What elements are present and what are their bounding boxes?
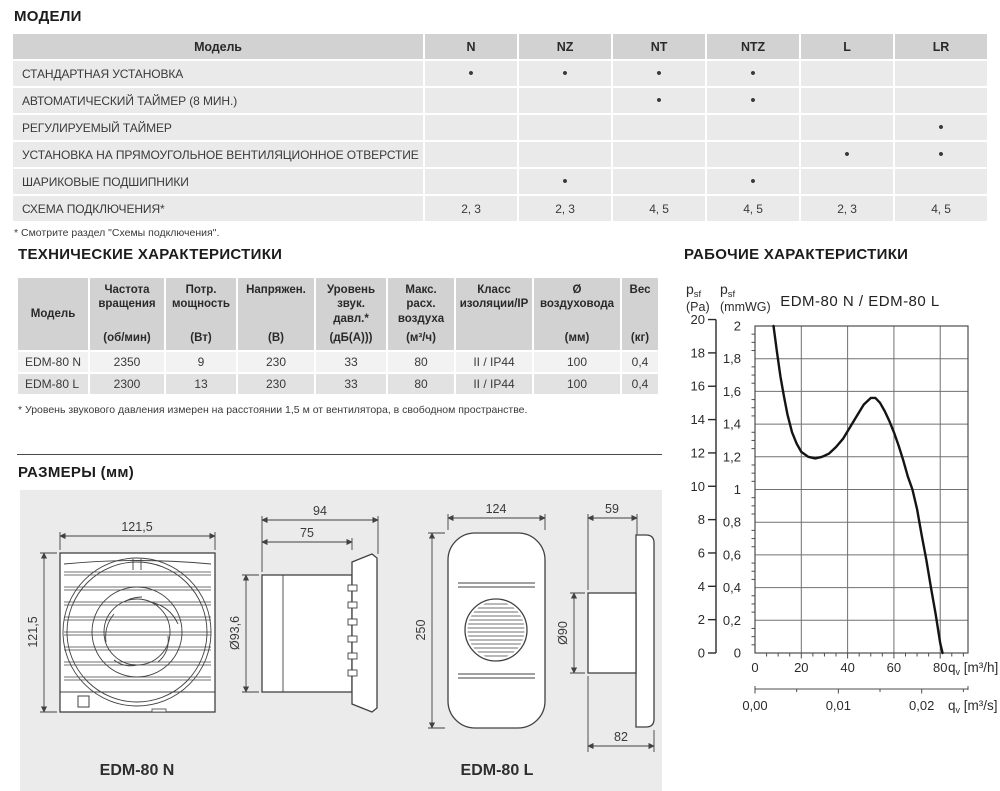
tech-cell: 80 [388, 374, 454, 394]
models-cell [613, 142, 705, 167]
tech-cell: II / IP44 [456, 374, 532, 394]
models-cell [425, 169, 517, 194]
pa-axis-tick-label: 6 [697, 545, 705, 561]
tech-column-header [238, 278, 314, 350]
pa-axis-title-unit: (Pa) [686, 300, 710, 314]
secondary-axis-unit-label: $q_v$ [m³/s] [948, 698, 998, 715]
dimension-drawings [20, 490, 662, 791]
models-cell: 4, 5 [707, 196, 799, 221]
pa-axis-tick-label: 0 [697, 645, 705, 661]
models-cell: 2, 3 [801, 196, 893, 221]
tech-column-header [90, 278, 164, 350]
models-cell: • [425, 61, 517, 86]
models-column-header: L [801, 34, 893, 59]
x-axis-tick-label: 0 [751, 660, 759, 675]
models-cell: • [895, 142, 987, 167]
models-cell [425, 88, 517, 113]
tech-column-header [18, 278, 88, 350]
models-table [13, 34, 987, 221]
models-row-label: АВТОМАТИЧЕСКИЙ ТАЙМЕР (8 МИН.) [13, 88, 423, 113]
pa-axis-tick-label: 14 [690, 412, 705, 428]
tech-column-name: Напряжен. [246, 284, 306, 296]
tech-column-unit: (дБ(А))) [329, 331, 373, 344]
tech-cell: 230 [238, 352, 314, 372]
tech-cell: EDM-80 L [18, 374, 88, 394]
models-cell: 4, 5 [895, 196, 987, 221]
mmwg-axis-title-unit: (mmWG) [720, 300, 771, 314]
x-axis-unit-label: $q_v$ [m³/h] [948, 660, 999, 677]
tech-column-header [388, 278, 454, 350]
models-cell: 2, 3 [519, 196, 611, 221]
models-cell: • [613, 88, 705, 113]
chart-title: EDM-80 N / EDM-80 L [780, 293, 940, 310]
tech-section-title: ТЕХНИЧЕСКИЕ ХАРАКТЕРИСТИКИ [18, 246, 283, 263]
performance-chart [682, 274, 1000, 746]
models-column-header: NTZ [707, 34, 799, 59]
tech-cell: 13 [166, 374, 236, 394]
tech-cell: 33 [316, 352, 386, 372]
tech-column-header [316, 278, 386, 350]
models-cell: • [895, 115, 987, 140]
secondary-axis-tick-label: 0,00 [742, 698, 768, 713]
dim-n-height: 121,5 [26, 616, 40, 648]
models-cell [801, 169, 893, 194]
x-axis-tick-label: 80 [932, 660, 948, 675]
dim-n-depth-body: 75 [300, 526, 314, 540]
models-cell: • [801, 142, 893, 167]
models-row-label: СХЕМА ПОДКЛЮЧЕНИЯ* [13, 196, 423, 221]
tech-column-name: Класс изоляции/IP [459, 284, 529, 311]
mmwg-axis-title: $p_{sf}$ [720, 281, 736, 300]
models-cell [707, 142, 799, 167]
tech-cell: 0,4 [622, 352, 658, 372]
secondary-axis-tick-label: 0,01 [825, 698, 852, 713]
edm80l-caption: EDM-80 L [460, 762, 534, 779]
pa-axis-tick-label: 8 [697, 512, 705, 528]
models-row-label: ШАРИКОВЫЕ ПОДШИПНИКИ [13, 169, 423, 194]
models-cell [895, 169, 987, 194]
tech-column-header [166, 278, 236, 350]
models-row-label: СТАНДАРТНАЯ УСТАНОВКА [13, 61, 423, 86]
dim-l-duct-diameter: Ø90 [556, 621, 570, 645]
x-axis-tick-label: 20 [794, 660, 809, 675]
models-cell [425, 115, 517, 140]
edm80l-front-view-drawing [448, 533, 545, 728]
tech-cell: EDM-80 N [18, 352, 88, 372]
edm80n-side-view-drawing [262, 554, 377, 712]
pa-axis-tick-label: 10 [690, 478, 705, 494]
mmwg-tick-label: 1,6 [722, 383, 741, 399]
tech-column-name: Модель [30, 307, 76, 320]
pa-axis-tick-label: 20 [690, 312, 705, 328]
models-cell: 4, 5 [613, 196, 705, 221]
models-cell [519, 142, 611, 167]
tech-cell: 33 [316, 374, 386, 394]
tech-cell: 80 [388, 352, 454, 372]
tech-cell: 100 [534, 352, 620, 372]
models-column-header: N [425, 34, 517, 59]
tech-cell: 2300 [90, 374, 164, 394]
tech-cell: 2350 [90, 352, 164, 372]
models-column-header: NZ [519, 34, 611, 59]
models-footnote: * Смотрите раздел "Схемы подключения". [14, 227, 220, 239]
tech-column-header [456, 278, 532, 350]
models-cell [801, 115, 893, 140]
mmwg-tick-label: 1 [733, 482, 741, 497]
tech-column-header [534, 278, 620, 350]
models-cell [895, 88, 987, 113]
models-cell [707, 115, 799, 140]
mmwg-tick-label: 2 [733, 318, 741, 334]
tech-column-name: Ø воздуховода [539, 284, 615, 311]
x-axis-tick-label: 40 [840, 660, 855, 675]
models-cell [425, 142, 517, 167]
tech-column-header [622, 278, 658, 350]
mmwg-tick-label: 0,4 [722, 580, 741, 596]
models-cell: • [519, 169, 611, 194]
tech-column-name: Потр. мощность [172, 284, 230, 311]
mmwg-tick-label: 1,8 [722, 351, 741, 367]
tech-column-name: Частота вращения [98, 284, 156, 311]
models-column-header: LR [895, 34, 987, 59]
mmwg-tick-label: 0,8 [722, 514, 741, 530]
mmwg-tick-label: 0,6 [722, 547, 741, 563]
performance-section-title: РАБОЧИЕ ХАРАКТЕРИСТИКИ [684, 246, 909, 263]
tech-column-name: Вес [629, 284, 651, 296]
tech-cell: 0,4 [622, 374, 658, 394]
dim-l-height: 250 [414, 619, 428, 641]
models-cell [801, 88, 893, 113]
tech-column-unit: (об/мин) [103, 331, 151, 344]
models-cell: • [707, 169, 799, 194]
models-column-header: Модель [13, 34, 423, 59]
mmwg-tick-label: 1,4 [722, 416, 741, 432]
models-cell [801, 61, 893, 86]
dim-l-width: 124 [485, 502, 507, 516]
tech-column-unit: (В) [268, 331, 284, 344]
tech-column-unit: (м³/ч) [406, 331, 436, 344]
mmwg-tick-label: 0 [733, 645, 741, 661]
dimensions-section-title: РАЗМЕРЫ (мм) [18, 464, 135, 481]
pa-axis-tick-label: 2 [697, 612, 705, 628]
dim-n-depth-total: 94 [313, 504, 327, 518]
tech-characteristics-table [18, 278, 658, 394]
edm80n-front-view-drawing [60, 553, 215, 712]
tech-cell: II / IP44 [456, 352, 532, 372]
models-cell: • [707, 88, 799, 113]
models-row-label: УСТАНОВКА НА ПРЯМОУГОЛЬНОЕ ВЕНТИЛЯЦИОННОЕ ОТВЕРСТИЕ [13, 142, 423, 167]
models-cell: • [707, 61, 799, 86]
pa-axis-tick-label: 4 [697, 578, 705, 594]
tech-column-name: Макс. расх. воздуха [397, 284, 445, 325]
tech-footnote: * Уровень звукового давления измерен на расстоянии 1,5 м от вентилятора, в свободном пространстве. [18, 404, 528, 416]
models-cell [519, 115, 611, 140]
dimensions-panel [20, 490, 662, 791]
section-divider [17, 454, 662, 455]
pa-axis-tick-label: 12 [690, 445, 705, 461]
models-cell [613, 169, 705, 194]
dim-n-width: 121,5 [121, 520, 153, 534]
secondary-axis-tick-label: 0,02 [909, 698, 935, 713]
tech-column-unit: (кг) [630, 331, 650, 344]
models-cell: • [519, 61, 611, 86]
mmwg-tick-label: 1,2 [722, 449, 741, 465]
mmwg-tick-label: 0,2 [722, 612, 741, 628]
pa-axis-tick-label: 16 [690, 378, 705, 394]
pa-axis-tick-label: 18 [690, 345, 705, 361]
dim-n-duct-diameter: Ø93,6 [228, 615, 242, 651]
tech-column-name: Уровень звук. давл.* [326, 284, 376, 325]
tech-column-unit: (мм) [564, 331, 590, 344]
tech-cell: 100 [534, 374, 620, 394]
dim-l-depth-body: 59 [605, 502, 619, 516]
tech-cell: 230 [238, 374, 314, 394]
models-cell [895, 61, 987, 86]
models-section-title: МОДЕЛИ [14, 8, 82, 25]
dim-l-depth-total: 82 [614, 730, 628, 744]
tech-cell: 9 [166, 352, 236, 372]
models-cell: • [613, 61, 705, 86]
models-cell [613, 115, 705, 140]
models-column-header: NT [613, 34, 705, 59]
models-cell [519, 88, 611, 113]
edm80n-caption: EDM-80 N [99, 762, 175, 779]
x-axis-tick-label: 60 [886, 660, 902, 675]
models-row-label: РЕГУЛИРУЕМЫЙ ТАЙМЕР [13, 115, 423, 140]
tech-column-unit: (Вт) [190, 331, 212, 344]
pa-axis-title: $p_{sf}$ [686, 281, 702, 300]
edm80l-side-view-drawing [588, 535, 654, 727]
models-cell: 2, 3 [425, 196, 517, 221]
